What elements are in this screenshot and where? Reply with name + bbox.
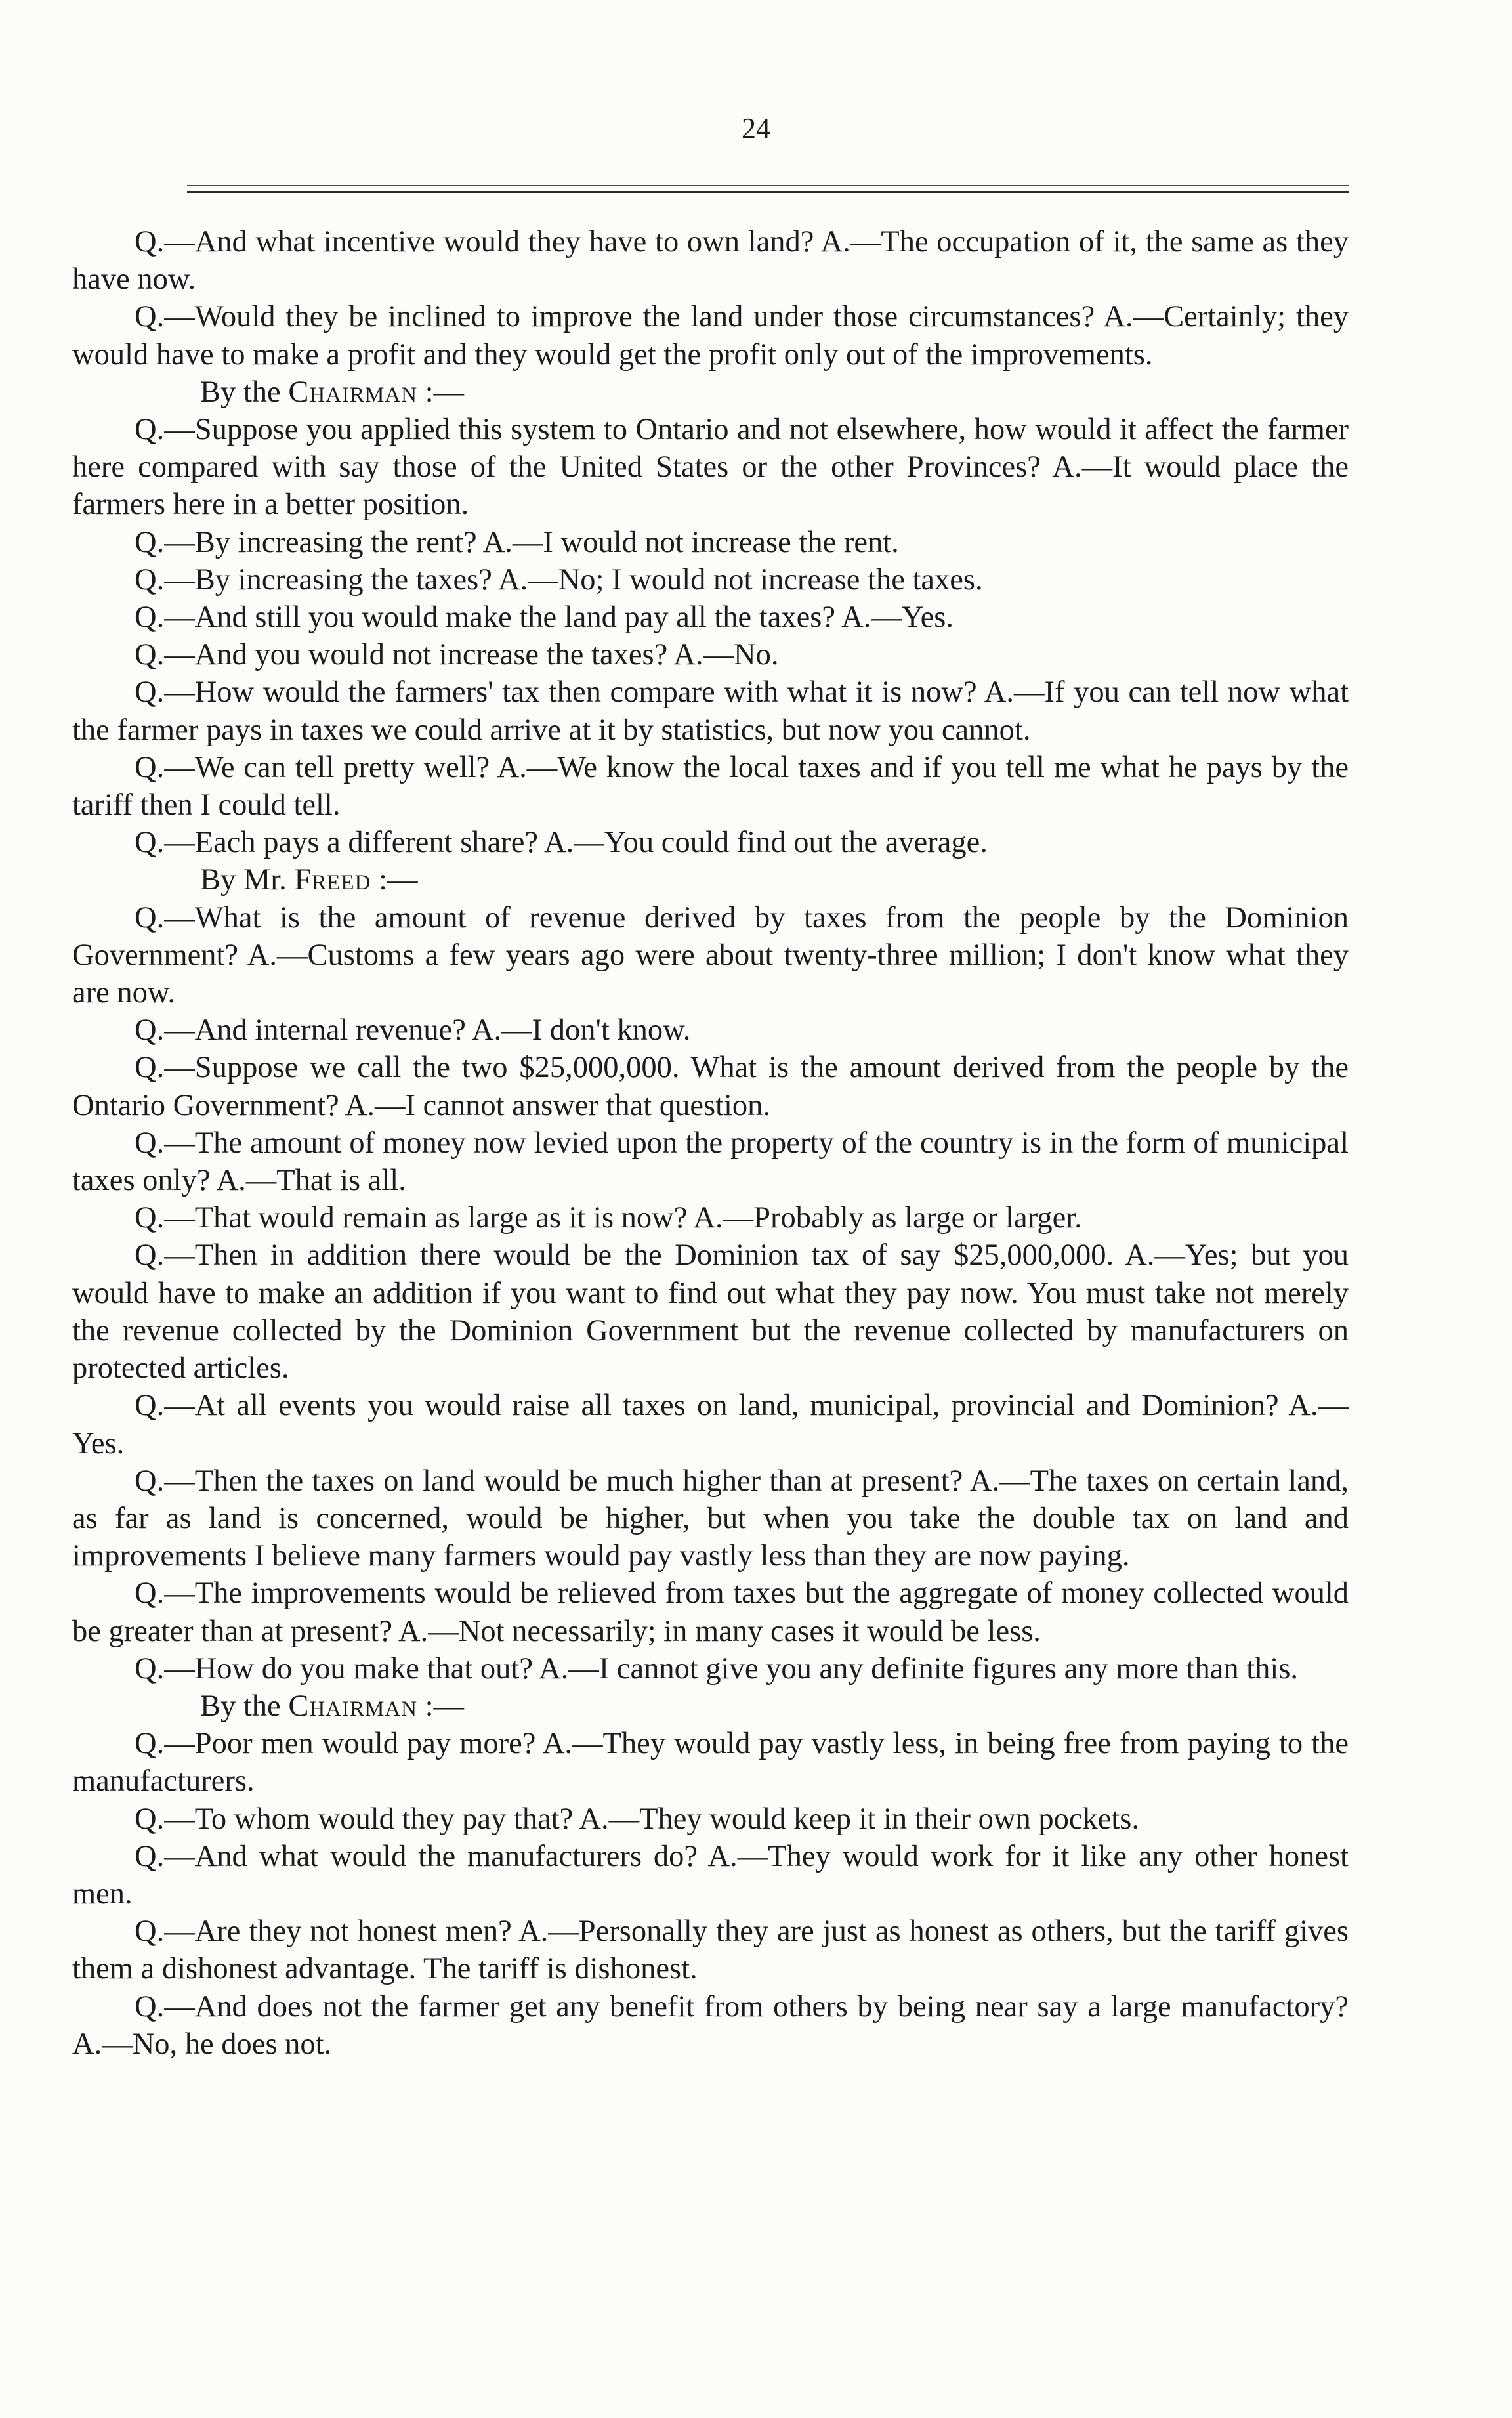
page-number: 24 (742, 112, 770, 144)
qa-paragraph: Q.—And internal revenue? A.—I don't know. (135, 1013, 691, 1048)
speaker-heading (72, 373, 1349, 411)
speaker-name: Chairman (288, 375, 418, 409)
speaker-suffix: :— (417, 375, 465, 409)
speaker-heading (72, 861, 1349, 899)
speaker-suffix: :— (371, 863, 418, 897)
qa-paragraph: Q.—And does not the farmer get any benefit from others by being near say a large manufactory? A.—No, he does not. (72, 1989, 1349, 2061)
qa-paragraph: Q.—Poor men would pay more? A.—They would pay vastly less, in being free from paying to the manufacturers. (72, 1727, 1349, 1798)
speaker-heading (72, 1687, 1349, 1725)
header-rule (187, 185, 1349, 197)
qa-paragraph: Q.—And still you would make the land pay all the taxes? A.—Yes. (135, 601, 954, 635)
qa-paragraph: Q.—Then in addition there would be the Dominion tax of say $25,000,000. A.—Yes; but you would have to make an addition if you want to find out what they pay now. You must take not merely the revenue collected by the Dominion Government but the revenue collected by manufacturers on protected articles. (72, 1239, 1349, 1386)
qa-paragraph: Q.—We can tell pretty well? A.—We know the local taxes and if you tell me what he pays by the tariff then I could tell. (72, 750, 1349, 822)
qa-paragraph: Q.—How do you make that out? A.—I cannot give you any definite figures any more than this. (135, 1651, 1299, 1686)
qa-paragraph: Q.—The amount of money now levied upon the property of the country is in the form of municipal taxes only? A.—That is all. (72, 1126, 1349, 1198)
qa-paragraph: Q.—Are they not honest men? A.—Personally they are just as honest as others, but the tariff gives them a dishonest advantage. The tariff is dishonest. (72, 1915, 1349, 1986)
speaker-suffix: :— (417, 1689, 465, 1723)
header-rule-thin (187, 185, 1349, 186)
qa-paragraph: Q.—And what would the manufacturers do? A.—They would work for it like any other honest men. (72, 1839, 1349, 1911)
qa-paragraph: Q.—Then the taxes on land would be much higher than at present? A.—The taxes on certain land, as far as land is concerned, would be higher, but when you take the double tax on land and improvements I believe many farmers would pay vastly less than they are now paying. (72, 1464, 1349, 1573)
speaker-name: Freed (294, 863, 371, 897)
speaker-prefix: By the (200, 375, 289, 409)
speaker-prefix: By the (200, 1689, 289, 1723)
qa-paragraph: Q.—Would they be inclined to improve the land under those circumstances? A.—Certainly; they would have to make a profit and they would get the profit only out of the improvements. (72, 300, 1349, 371)
header-rule-thick (187, 191, 1349, 193)
testimony-body (72, 223, 1349, 2063)
qa-paragraph: Q.—That would remain as large as it is now? A.—Probably as large or larger. (135, 1201, 1082, 1235)
qa-paragraph: Q.—And what incentive would they have to own land? A.—The occupation of it, the same as they have now. (72, 225, 1349, 297)
qa-paragraph: Q.—Each pays a different share? A.—You could find out the average. (135, 826, 988, 860)
speaker-prefix: By Mr. (200, 863, 295, 897)
qa-paragraph: Q.—By increasing the taxes? A.—No; I would not increase the taxes. (135, 562, 983, 597)
speaker-name: Chairman (288, 1689, 418, 1723)
qa-paragraph: Q.—To whom would they pay that? A.—They would keep it in their own pockets. (135, 1802, 1139, 1836)
qa-paragraph: Q.—At all events you would raise all taxes on land, municipal, provincial and Dominion? A.—Yes. (72, 1389, 1349, 1460)
qa-paragraph: Q.—How would the farmers' tax then compare with what it is now? A.—If you can tell now what the farmer pays in taxes we could arrive at it by statistics, but now you cannot. (72, 675, 1349, 747)
qa-paragraph: Q.—Suppose we call the two $25,000,000. What is the amount derived from the people by the Ontario Government? A.—I cannot answer that question. (72, 1051, 1349, 1122)
qa-paragraph: Q.—The improvements would be relieved from taxes but the aggregate of money collected would be greater than at present? A.—Not necessarily; in many cases it would be less. (72, 1577, 1349, 1648)
qa-paragraph: Q.—By increasing the rent? A.—I would not increase the rent. (135, 525, 899, 559)
qa-paragraph: Q.—What is the amount of revenue derived by taxes from the people by the Dominion Government? A.—Customs a few years ago were about twenty-three million; I don't know what they are now. (72, 901, 1349, 1010)
qa-paragraph: Q.—And you would not increase the taxes? A.—No. (135, 638, 779, 672)
qa-paragraph: Q.—Suppose you applied this system to Ontario and not elsewhere, how would it affect the farmer here compared with say those of the United States or the other Provinces? A.—It would place the farmers here in a better position. (72, 413, 1349, 522)
